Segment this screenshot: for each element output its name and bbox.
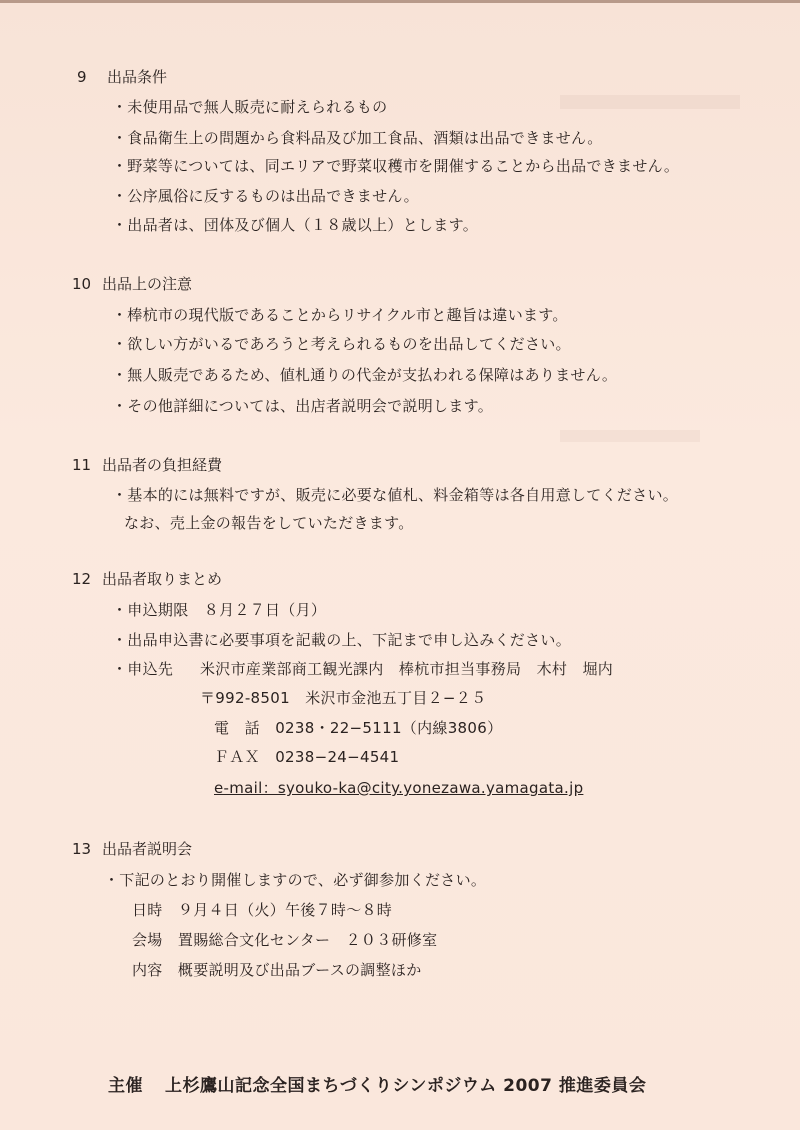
- section-title: 出品者取りまとめ: [102, 570, 223, 588]
- deadline: ・申込期限 ８月２７日（月）: [112, 601, 327, 619]
- section-13-heading: [72, 838, 192, 859]
- list-item: ・無人販売であるため、値札通りの代金が支払われる保障はありません。: [112, 366, 618, 384]
- section-title: 出品者説明会: [102, 840, 193, 858]
- section-10-heading: [72, 273, 192, 294]
- meeting-intro: ・下記のとおり開催しますので、必ず御参加ください。: [104, 871, 487, 889]
- section-number: 13: [72, 840, 92, 858]
- list-item: ・欲しい方がいるであろうと考えられるものを出品してください。: [112, 335, 571, 353]
- organizer-label: 主催: [108, 1076, 143, 1096]
- section-title: 出品条件: [107, 68, 168, 86]
- section-title: 出品者の負担経費: [102, 456, 223, 474]
- list-item: ・棒杭市の現代版であることからリサイクル市と趣旨は違います。: [112, 306, 568, 324]
- organizer-name: 上杉鷹山記念全国まちづくりシンポジウム 2007 推進委員会: [165, 1076, 647, 1096]
- section-number: 11: [72, 456, 92, 474]
- phone-number: 電 話 0238・22−5111（内線3806）: [214, 719, 503, 737]
- top-border: [0, 0, 800, 3]
- list-item: ・基本的には無料ですが、販売に必要な値札、料金箱等は各自用意してください。: [112, 486, 679, 504]
- contact-label: ・申込先: [112, 660, 174, 678]
- list-item: ・食品衛生上の問題から食料品及び加工食品、酒類は出品できません。: [112, 129, 603, 147]
- instruction: ・出品申込書に必要事項を記載の上、下記まで申し込みください。: [112, 631, 572, 649]
- organizer-footer: [108, 1071, 646, 1096]
- section-number: 12: [72, 570, 92, 588]
- email-link[interactable]: e-mail：syouko-ka@city.yonezawa.yamagata.jp: [214, 779, 584, 797]
- section-11-heading: [72, 454, 222, 475]
- postal-address: 〒992-8501 米沢市金池五丁目２−２５: [200, 689, 487, 707]
- list-item: なお、売上金の報告をしていただきます。: [124, 514, 414, 532]
- section-9-heading: [77, 66, 167, 87]
- meeting-content: 内容 概要説明及び出品ブースの調整ほか: [132, 961, 422, 979]
- section-number: 9: [77, 68, 87, 86]
- bleed-through-decoration: [560, 430, 700, 442]
- list-item: ・野菜等については、同エリアで野菜収穫市を開催することから出品できません。: [112, 157, 680, 175]
- contact-org: 米沢市産業部商工観光課内 棒杭市担当事務局 木村 堀内: [200, 660, 614, 678]
- meeting-date: 日時 ９月４日（火）午後７時〜８時: [132, 901, 393, 919]
- list-item: ・出品者は、団体及び個人（１８歳以上）とします。: [112, 216, 479, 234]
- bleed-through-decoration: [560, 95, 740, 109]
- meeting-venue: 会場 置賜総合文化センター ２０３研修室: [132, 931, 438, 949]
- list-item: ・その他詳細については、出店者説明会で説明します。: [112, 397, 494, 415]
- section-12-heading: [72, 568, 222, 589]
- fax-number: ＦＡＸ 0238−24−4541: [214, 748, 400, 766]
- section-title: 出品上の注意: [102, 275, 193, 293]
- section-number: 10: [72, 275, 92, 293]
- list-item: ・公序風俗に反するものは出品できません。: [112, 187, 419, 205]
- list-item: ・未使用品で無人販売に耐えられるもの: [112, 98, 388, 116]
